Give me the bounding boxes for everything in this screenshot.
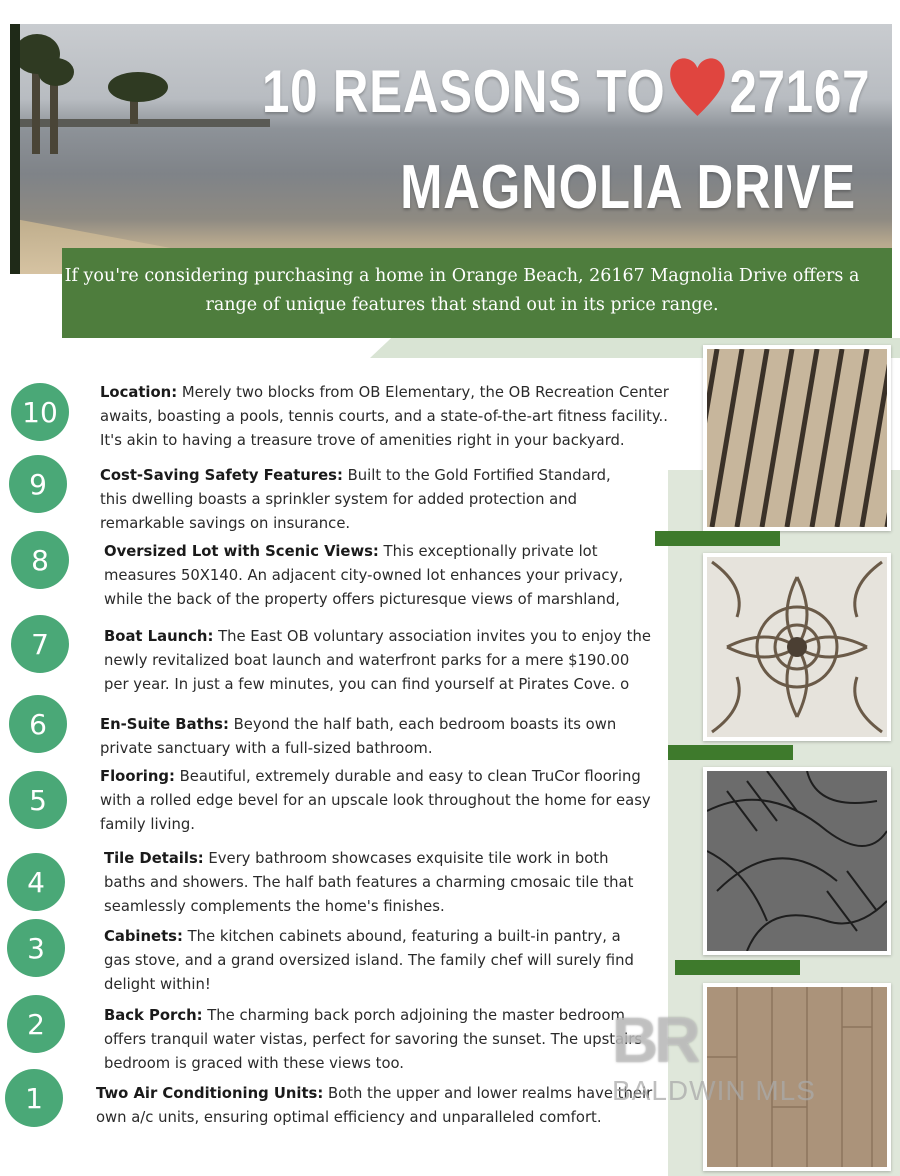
number-badge: 4 (7, 853, 65, 911)
title-line-1: 10 REASONS TO 27167 (262, 58, 871, 125)
intro-text: If you're considering purchasing a home in Orange Beach, 26167 Magnolia Drive offers a range of unique features that stand out in its price range. (64, 266, 860, 315)
number-badge: 9 (9, 455, 67, 513)
reason-text: Cabinets: The kitchen cabinets abound, featuring a built-in pantry, a gas stove, and a grand oversized island. The family chef will surely find delight within! (104, 928, 634, 993)
reason-text: Oversized Lot with Scenic Views: This exceptionally private lot measures 50X140. An adjacent city-owned lot enhances your privacy, while the back of the property offers picturesque views of marshland, (104, 543, 624, 608)
number-badge: 5 (9, 771, 67, 829)
green-bar (668, 745, 793, 760)
leaf-tile-image (703, 767, 891, 955)
pier (10, 119, 270, 127)
number-badge: 8 (11, 531, 69, 589)
reason-text: Cost-Saving Safety Features: Built to the Gold Fortified Standard, this dwelling boasts a sprinkler system for added protection and remarkable savings on insurance. (100, 467, 611, 532)
watermark-text: BALDWIN MLS (612, 1075, 816, 1106)
title-line-2: MAGNOLIA DRIVE (400, 153, 856, 222)
patterned-tile-image (703, 553, 891, 741)
number-badge: 10 (11, 383, 69, 441)
reason-text: Tile Details: Every bathroom showcases exquisite tile work in both baths and showers. The half bath features a charming cmosaic tile that seamlessly complements the home's finishes. (104, 850, 634, 915)
green-bar (675, 960, 800, 975)
reason-text: Two Air Conditioning Units: Both the upper and lower realms have their own a/c units, ensuring optimal efficiency and unparalleled comfort. (96, 1085, 653, 1126)
wood-slat-image (703, 345, 891, 531)
reason-text: Flooring: Beautiful, extremely durable and easy to clean TruCor flooring with a rolled edge bevel for an upscale look throughout the home for easy family living. (100, 768, 651, 833)
number-badge: 3 (7, 919, 65, 977)
watermark-logo: BR (612, 1004, 697, 1076)
green-bar (655, 531, 780, 546)
mls-watermark (612, 1004, 816, 1108)
number-badge: 1 (5, 1069, 63, 1127)
reason-text: En-Suite Baths: Beyond the half bath, each bedroom boasts its own private sanctuary with a full-sized bathroom. (100, 716, 617, 757)
number-badge: 7 (11, 615, 69, 673)
intro-banner (62, 248, 892, 338)
reason-text: Back Porch: The charming back porch adjoining the master bedroom offers tranquil water vistas, perfect for savoring the sunset. The upstairs bedroom is graced with these views too. (104, 1007, 643, 1072)
number-badge: 2 (7, 995, 65, 1053)
number-badge: 6 (9, 695, 67, 753)
reason-text: Boat Launch: The East OB voluntary association invites you to enjoy the newly revitalized boat launch and waterfront parks for a mere $190.00 per year. In just a few minutes, you can find yourself at Pirates Cove. o (104, 628, 651, 693)
reason-text: Location: Merely two blocks from OB Elementary, the OB Recreation Center awaits, boasting a pools, tennis courts, and a state-of-the-art fitness facility.. It's akin to having a treasure trove of amenities right in your backyard. (100, 384, 669, 449)
heart-icon (669, 56, 726, 118)
